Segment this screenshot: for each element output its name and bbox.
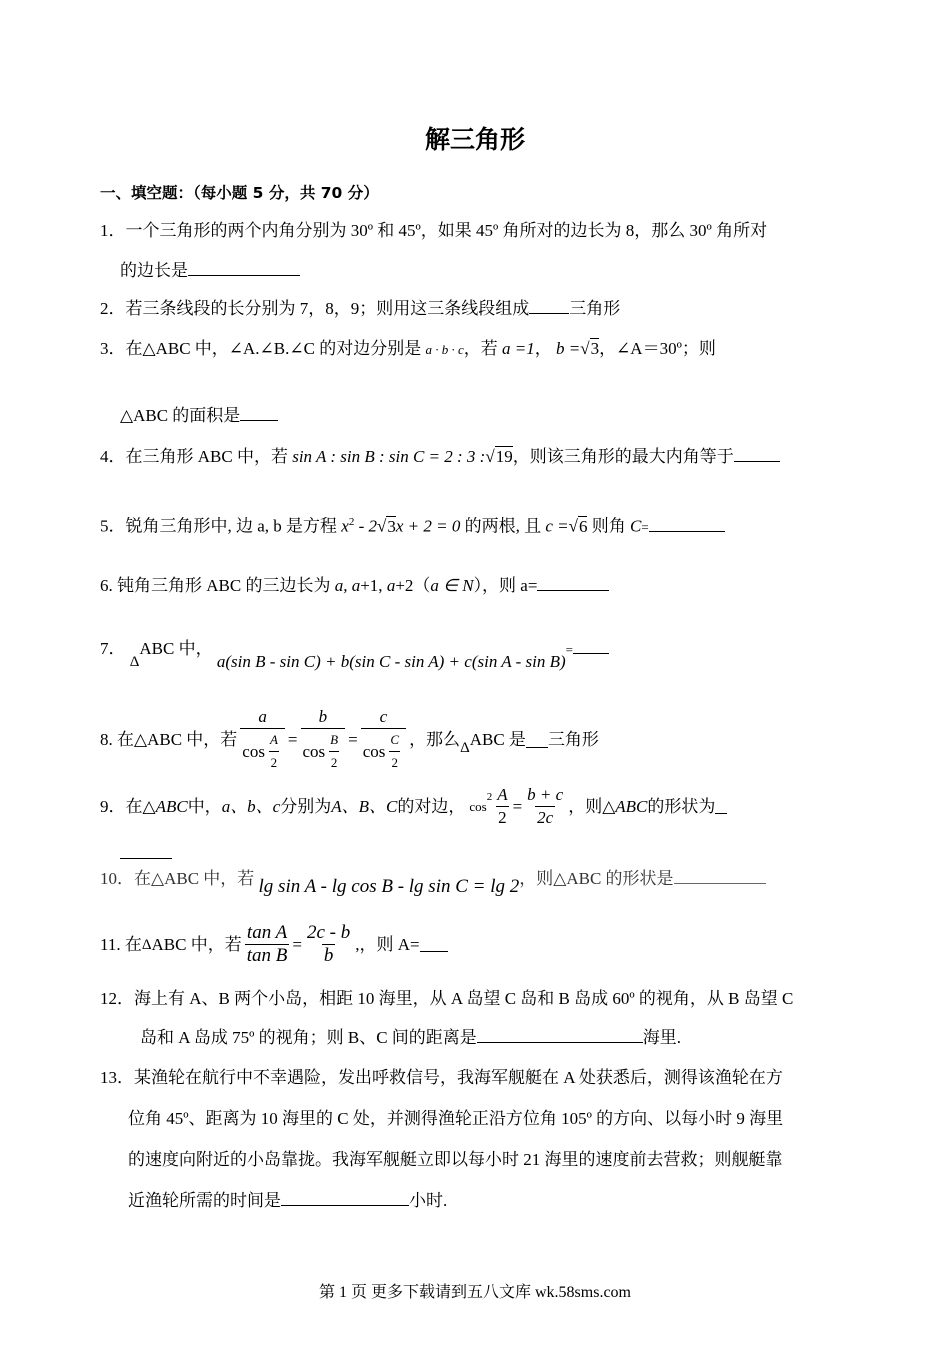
q3-abc: a · b · c: [425, 342, 464, 357]
q1-text-b: 的边长是: [120, 261, 188, 280]
q8-eq1: =: [287, 730, 298, 749]
question-3: 3．在△ABC 中，∠A.∠B.∠C 的对边分别是 a · b · c，若 a =1， b =√3，∠A＝30º；则: [100, 339, 716, 358]
q11-c: ,，则 A=: [355, 934, 420, 954]
q11-eq: =: [292, 934, 302, 954]
question-13-cont-3: [128, 1190, 447, 1212]
q11-d1: tan B: [246, 945, 288, 966]
question-3-cont: [120, 405, 278, 427]
q6-text-a: 6. 钝角三角形 ABC 的三边长为: [100, 576, 331, 595]
q8-c: ABC 是: [469, 730, 526, 749]
q8-f2d: 2: [329, 751, 340, 774]
answer-blank[interactable]: [715, 799, 727, 814]
question-13: [100, 1067, 783, 1089]
q8-frac-c: [361, 706, 406, 774]
q6-a: a, a: [334, 576, 361, 595]
q8-a: 8. 在△ABC 中，若: [100, 730, 238, 749]
q9-fn: A: [497, 785, 508, 804]
q13-b: 位角 45º、距离为 10 海里的 C 处，并测得渔轮正沿方位角 105º 的方向、以每小时 9 海里: [128, 1109, 784, 1128]
q3-comma: ，: [534, 339, 552, 358]
q9-h: 的形状为: [647, 796, 716, 816]
q3-text-a: 3．在△ABC 中，∠A.∠B.∠C 的对边分别是: [100, 339, 422, 358]
q3-eq2: b =: [555, 339, 581, 358]
answer-blank[interactable]: [188, 261, 300, 276]
q6-e: +2（: [395, 576, 431, 595]
q13-e: 小时.: [409, 1191, 448, 1210]
q3-eq1: a =1: [502, 339, 535, 358]
q5-text-b: 的两根, 且: [464, 516, 542, 536]
question-1: [100, 220, 767, 242]
question-10: [100, 868, 766, 897]
q9-c: a、b、c: [221, 796, 281, 816]
q8-b: ，那么: [409, 730, 461, 749]
q11-b: ABC 中，若: [151, 934, 242, 954]
q9-f: 的对边，: [397, 796, 466, 816]
q6-d: a: [386, 576, 396, 595]
q8-f3n: C: [390, 732, 400, 747]
q9-sq: 2: [486, 791, 493, 803]
q10-math: lg sin A - lg cos B - lg sin C = lg 2: [258, 876, 520, 897]
question-2: [100, 298, 620, 320]
q8-n2: b: [318, 707, 328, 726]
page-title: 解三角形: [424, 125, 525, 154]
q13-d: 近渔轮所需的时间是: [128, 1191, 281, 1210]
answer-blank[interactable]: [734, 447, 780, 462]
q4-math: sin A : sin B : sin C = 2 : 3 :: [292, 447, 486, 466]
q5-angle-c: C: [629, 516, 642, 536]
answer-blank[interactable]: [120, 844, 172, 859]
q12-a: 12．海上有 A、B 两个小岛，相距 10 海里，从 A 岛望 C 岛和 B 岛成 60º 的视角，从 B 岛望 C: [100, 989, 794, 1008]
q8-cos1: cos: [242, 741, 265, 761]
answer-blank[interactable]: [477, 1028, 643, 1043]
question-9: 9．在△ ABC 中， a、b、c 分别为 A、B、C 的对边， cos 2 $\frac{A}{2}$ = $\frac{b + c}{2c}$ ，则△ ABC 的形状为: [100, 784, 727, 829]
question-4: 4．在三角形 ABC 中，若 sin A : sin B : sin C = 2 : 3 :√19，则该三角形的最大内角等于: [100, 446, 780, 468]
question-5: 5．锐角三角形中, 边 a, b 是方程 $x^2 - 2√3x + 2 = 0$ 的两根, 且 c =√6 则角 C=: [100, 511, 725, 539]
q8-d: 三角形: [547, 730, 599, 749]
question-12-cont: [140, 1027, 681, 1049]
q8-cos3: cos: [362, 741, 386, 761]
q2-text-a: 2．若三条线段的长分别为 7，8，9；则用这三条线段组成: [100, 299, 530, 318]
q10-b: ，则△ABC 的形状是: [519, 869, 674, 888]
q1-text-a: 1．一个三角形的两个内角分别为 30º 和 45º，如果 45º 角所对的边长为 8，那么 30º 角所对: [100, 221, 768, 240]
q8-n3: c: [379, 707, 388, 726]
q5-m3: x + 2 = 0: [395, 516, 461, 536]
q5-sqrt3: 3: [387, 516, 396, 536]
q6-set: a ∈ N: [430, 576, 474, 595]
q8-f2n: B: [330, 732, 339, 747]
q5-m2: - 2: [354, 516, 378, 536]
answer-blank[interactable]: [573, 645, 609, 654]
question-1-cont: [120, 260, 300, 282]
q2-text-b: 三角形: [569, 299, 621, 318]
answer-blank[interactable]: [537, 576, 609, 591]
q11-n2: 2c - b: [306, 922, 351, 943]
q4-text-a: 4．在三角形 ABC 中，若: [100, 447, 288, 466]
q6-c: +1,: [360, 576, 387, 595]
q9-a: 9．在△: [100, 796, 156, 816]
q5-sqrt6: 6: [578, 516, 588, 536]
answer-blank[interactable]: [526, 733, 548, 748]
answer-blank[interactable]: [281, 1191, 409, 1206]
q11-n1: tan A: [246, 922, 288, 943]
q7-num: 7．: [100, 639, 126, 658]
q4-text-b: ，则该三角形的最大内角等于: [512, 447, 734, 466]
question-13-cont-1: [128, 1108, 783, 1130]
q13-c: 的速度向附近的小岛靠拢。我海军舰艇立即以每小时 21 海里的速度前去营救；则舰艇靠: [128, 1150, 783, 1169]
answer-blank[interactable]: [529, 299, 569, 314]
section-heading: 一、填空题：（每小题 5 分，共 70 分）: [100, 184, 379, 202]
q5-text-a: 5．锐角三角形中, 边 a, b 是方程: [100, 516, 338, 536]
delta-icon: Δ: [460, 740, 470, 756]
q9-g: ，则△: [568, 796, 616, 816]
q4-sqrt19: 19: [495, 447, 513, 466]
q11-d2: b: [323, 945, 334, 966]
q3-if: ，若: [463, 339, 498, 358]
q5-c: c =: [545, 516, 569, 536]
q9-d: 分别为: [280, 796, 332, 816]
q5-x: x: [341, 516, 349, 536]
q9-abc2: ABC: [615, 796, 648, 816]
q7-a: ABC 中，: [139, 639, 213, 658]
q8-frac-b: [301, 706, 346, 774]
answer-blank[interactable]: [649, 517, 725, 532]
q8-n1: a: [258, 707, 267, 726]
delta-icon: Δ: [129, 654, 140, 670]
q7-eq: =: [565, 642, 573, 657]
q9-abc: ABC: [155, 796, 188, 816]
q9-gn: b + c: [527, 785, 564, 804]
question-12: [100, 988, 793, 1010]
q9-cos: cos: [469, 798, 487, 814]
q13-a: 13．某渔轮在航行中不幸遇险，发出呼救信号，我海军舰艇在 A 处获悉后，测得该渔轮在方: [100, 1068, 783, 1087]
q3-sqrt3: 3: [590, 339, 600, 358]
delta-icon: Δ: [141, 936, 152, 953]
q11-a: 11. 在: [100, 934, 142, 954]
answer-blank[interactable]: [674, 869, 766, 884]
page-footer: 第 1 页 更多下载请到五八文库 wk.58sms.com: [318, 1284, 631, 1301]
question-13-cont-2: [128, 1149, 783, 1171]
q7-math: a(sin B - sin C) + b(sin C - sin A) + c(sin A - sin B): [216, 652, 566, 671]
question-8: [100, 706, 599, 774]
q10-a: 10．在△ABC 中，若: [100, 869, 255, 888]
q5-text-d: 则角: [591, 516, 626, 536]
q8-f1d: 2: [269, 751, 280, 774]
q9-fd: 2: [498, 808, 507, 827]
answer-blank[interactable]: [420, 937, 448, 952]
q3-text-b: △ABC 的面积是: [120, 406, 241, 425]
q8-cos2: cos: [302, 741, 326, 761]
answer-blank[interactable]: [240, 406, 278, 421]
q8-frac-a: [240, 706, 285, 774]
q9-gd: 2c: [537, 808, 554, 827]
q12-b: 岛和 A 岛成 75º 的视角；则 B、C 间的距离是: [140, 1028, 477, 1047]
q3-angle: ，∠A＝30º；则: [599, 339, 716, 358]
q8-eq2: =: [348, 730, 358, 749]
question-6: [100, 575, 609, 597]
question-11: [100, 922, 448, 967]
q9-b: 中，: [187, 796, 222, 816]
q6-g: ），则 a=: [473, 576, 538, 595]
question-7: [100, 638, 609, 671]
q8-f1n: A: [269, 732, 278, 747]
q8-f3d: 2: [389, 751, 400, 774]
q5-eq: =: [641, 519, 649, 535]
question-9-cont: [120, 843, 172, 865]
q12-c: 海里.: [642, 1028, 682, 1047]
q9-e: A、B、C: [331, 796, 398, 816]
